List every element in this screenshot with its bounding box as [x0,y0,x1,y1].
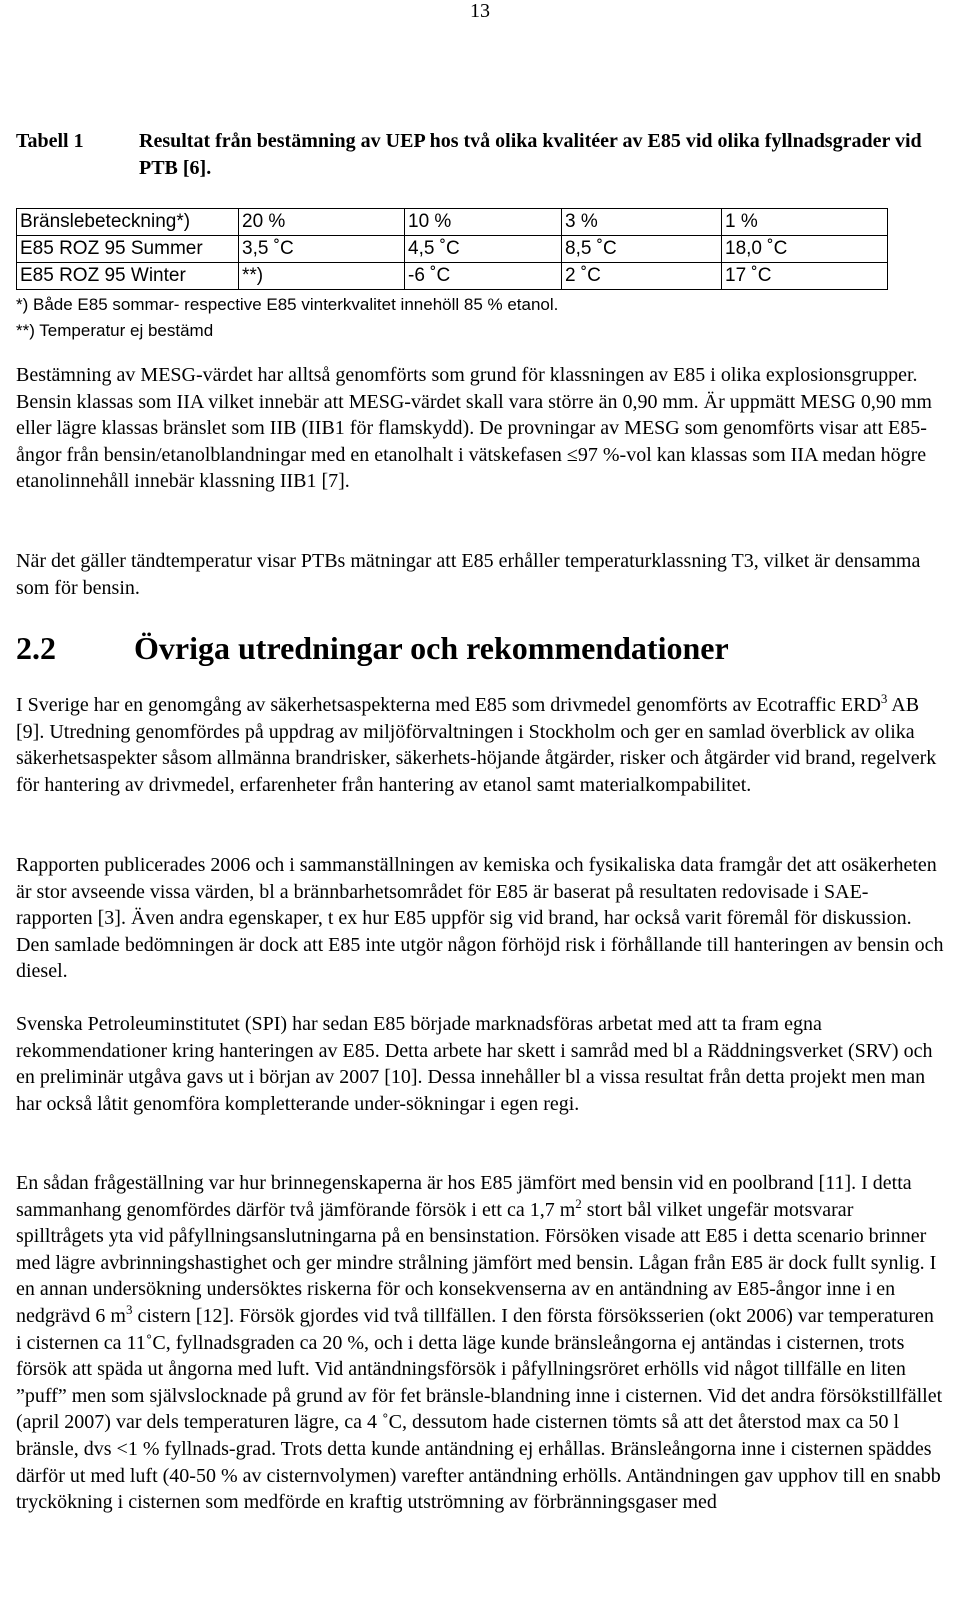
table-notes [16,292,558,344]
section-heading [16,626,729,670]
table-cell: 20 % [239,209,405,236]
superscript: 3 [880,691,888,706]
table-cell: Bränslebeteckning*) [17,209,239,236]
table-cell: E85 ROZ 95 Winter [17,263,239,290]
paragraph-ignition-temperature [16,548,944,601]
paragraph-text: Bestämning av MESG-värdet har alltså genomförts som grund för klassningen av E85 i olika explosionsgrupper. Bensin klassas som IIA vilket innebär att MESG-värdet skall vara större än 0,90 mm. Är uppmätt MESG 0,90 mm eller lägre klassas bränslet som IIB (IIB1 för flamskydd). De provningar av MESG som genomförts visar att E85-ångor från bensin/etanolblandningar med en etanolhalt i vätskefasen ≤97 %-vol kan klassas som IIA medan högre etanolinnehåll innebär klassning IIB1 [7]. [16,364,932,493]
table-cell: 18,0 ˚C [722,236,888,263]
paragraph-text: Rapporten publicerades 2006 och i sammanställningen av kemiska och fysikaliska data framgår det att osäkerheten är stor avseende vissa värden, bl a brännbarhetsområdet för E85 är baserat på resultaten redovisade i SAE-rapporten [3]. Även andra egenskaper, t ex hur E85 uppför sig vid brand, har också varit föremål för diskussion. Den samlade bedömningen är dock att E85 inte utgör någon förhöjd risk i förhållande till hanteringen av bensin och diesel. [16,854,944,983]
superscript: 3 [125,1301,133,1317]
table-header-row [17,209,888,236]
table-cell: 2 ˚C [562,263,722,290]
paragraph-text: Svenska Petroleuminstitutet (SPI) har sedan E85 började marknadsföras arbetat med att ta fram egna rekommendationer kring hanteringen av E85. Detta arbete har skett i samråd med bl a Räddningsverket (SRV) och en preliminär utgåva gavs ut i början av 2007 [10]. Dessa innehåller bl a vissa resultat från detta projekt men man har också låtit genomföra kompletterande under-sökningar i egen regi. [16,1013,933,1115]
table-row [17,236,888,263]
table-cell: 10 % [405,209,562,236]
paragraph-spi [16,1011,944,1117]
paragraph-text: cistern [12]. Försök gjordes vid två tillfällen. I den första försöksserien (okt 2006) var temperaturen i cisternen ca 11˚C, fyllnadsgraden ca 20 %, och i detta läge kunde bränsleångorna ej antändas i cisternen, trots försök att späda ut ångorna med luft. Vid antändningsförsök i påfyllningsröret erhölls vid något tillfälle en liten ”puff” men som självslocknade på grund av för fet bränsle-blandning inne i cisternen. Vid det andra försökstillfället (april 2007) var dels temperaturen lägre, ca 4 ˚C, dessutom hade cisternen tömts så att det återstod max ca 50 l bränsle, dvs <1 % fyllnads-grad. Trots detta kunde antändning ej erhållas. Bränsleångorna inne i cisternen späddes därför ut med luft (40-50 % av cisternvolymen) varefter antändning erhölls. Antändningen gav upphov till en snabb tryckökning i cisternen som medförde en kraftig utströmning av förbränningsgaser med [16,1304,943,1514]
table-cell: 8,5 ˚C [562,236,722,263]
table-caption-text: Resultat från bestämning av UEP hos två olika kvalitéer av E85 vid olika fyllnadsgrader vid PTB [6]. [139,130,922,179]
table-caption-label: Tabell 1 [16,130,84,152]
paragraph-text: En sådan frågeställning var hur brinnegenskaperna är hos E85 jämfört med bensin vid en poolbrand [11]. I detta sammanhang genomfördes därför två jämförande försök i ett ca 1,7 m [16,1172,912,1221]
paragraph-mesg [16,362,944,495]
table-cell: 3,5 ˚C [239,236,405,263]
paragraph-text: När det gäller tändtemperatur visar PTBs mätningar att E85 erhåller temperaturklassning T3, vilket är densamma som för bensin. [16,550,921,599]
table-row [17,263,888,290]
section-title: Övriga utredningar och rekommendationer [134,630,729,666]
table-cell: 17 ˚C [722,263,888,290]
table-cell: 3 % [562,209,722,236]
paragraph-ecotraffic [16,692,944,798]
table-note: *) Både E85 sommar- respective E85 vinterkvalitet innehöll 85 % etanol. [16,295,559,314]
paragraph-text: I Sverige har en genomgång av säkerhetsaspekterna med E85 som drivmedel genomförts av Ecotraffic ERD [16,694,881,716]
table-caption [16,128,946,182]
superscript: 2 [575,1195,582,1211]
table-cell: E85 ROZ 95 Summer [17,236,239,263]
paragraph-poolfire [16,1170,944,1516]
table-cell: -6 ˚C [405,263,562,290]
page-number: 13 [470,0,490,22]
results-table [16,208,888,290]
section-number: 2.2 [16,630,56,666]
table-cell: 4,5 ˚C [405,236,562,263]
table-note: **) Temperatur ej bestämd [16,321,214,340]
paragraph-text: AB [9]. Utredning genomfördes på uppdrag av miljöförvaltningen i Stockholm och ger en samlad överblick av olika säkerhetsaspekter såsom allmänna brandrisker, säkerhets-höjande åtgärder, risker och åtgärder vid brand, regelverk för hantering av drivmedel, erfarenheter från hantering av etanol samt materialkompabilitet. [16,694,937,796]
paragraph-text: stort bål vilket ungefär motsvarar spilltrågets yta vid påfyllningsanslutningarna på en bensinstation. Försöken visade att E85 i detta scenario brinner med lägre avbrinningshastighet och ger mindre strålning jämfört med bensin. Lågan från E85 är dock fullt synlig. I en annan undersökning undersöktes riskerna för och konsekvenserna av en antändning av E85-ångor inne i en nedgrävd 6 m [16,1198,937,1327]
table-cell: 1 % [722,209,888,236]
table-cell: **) [239,263,405,290]
paragraph-report [16,852,944,985]
